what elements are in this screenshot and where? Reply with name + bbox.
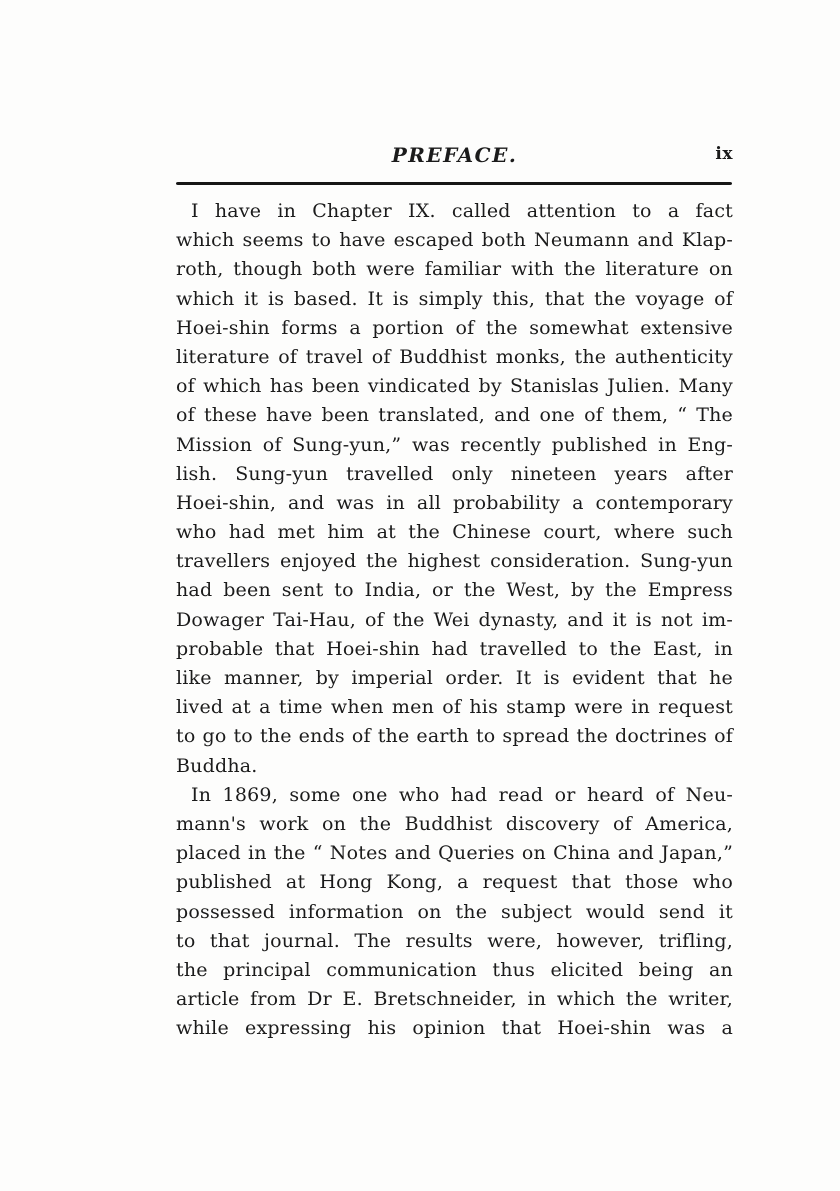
text-line: which it is based. It is simply this, that the voyage of: [176, 287, 733, 310]
text-line: lived at a time when men of his stamp were in request: [176, 696, 733, 719]
text-line: to that journal. The results were, however, trifling,: [176, 929, 733, 952]
text-line: placed in the “ Notes and Queries on China and Japan,”: [176, 842, 733, 865]
text-line: Hoei-shin, and was in all probability a contemporary: [176, 491, 733, 514]
text-line: of these have been translated, and one of them, “ The: [176, 404, 733, 427]
text-line: travellers enjoyed the highest consideration. Sung-yun: [176, 550, 733, 573]
text-line: to go to the ends of the earth to spread the doctrines of: [176, 725, 733, 748]
paragraph-1: [176, 197, 733, 781]
text-line: had been sent to India, or the West, by the Empress: [176, 579, 733, 602]
page-number: ix: [715, 144, 733, 164]
text-line: while expressing his opinion that Hoei-shin was a: [176, 1017, 733, 1040]
text-line: I have in Chapter IX. called attention to a fact: [191, 200, 733, 222]
text-line: lish. Sung-yun travelled only nineteen years after: [176, 462, 733, 485]
text-line: the principal communication thus elicited being an: [176, 958, 733, 981]
running-title: PREFACE.: [391, 143, 518, 167]
text-line: literature of travel of Buddhist monks, the authenticity: [176, 345, 733, 368]
text-line: which seems to have escaped both Neumann and Klap-: [176, 229, 733, 252]
text-line: possessed information on the subject would send it: [176, 900, 733, 923]
paragraph-2: [176, 781, 733, 1044]
text-line: like manner, by imperial order. It is evident that he: [176, 667, 733, 689]
text-line: probable that Hoei-shin had travelled to the East, in: [176, 637, 733, 660]
text-line: Mission of Sung-yun,” was recently published in Eng-: [176, 433, 733, 456]
text-line: article from Dr E. Bretschneider, in which the writer,: [176, 988, 733, 1011]
page-header: [176, 142, 733, 168]
text-line: roth, though both were familiar with the literature on: [176, 258, 733, 281]
text-line: In 1869, some one who had read or heard of Neu-: [191, 783, 733, 806]
text-line: who had met him at the Chinese court, where such: [176, 521, 733, 544]
page-body: [176, 197, 733, 1043]
text-line: published at Hong Kong, a request that those who: [176, 871, 733, 894]
header-rule: [176, 182, 732, 185]
text-line: of which has been vindicated by Stanislas Julien. Many: [176, 375, 733, 398]
text-line: Hoei-shin forms a portion of the somewhat extensive: [176, 316, 733, 339]
text-line: Buddha.: [176, 754, 258, 777]
text-line: mann's work on the Buddhist discovery of America,: [176, 812, 733, 835]
text-line: Dowager Tai-Hau, of the Wei dynasty, and it is not im-: [176, 608, 733, 631]
